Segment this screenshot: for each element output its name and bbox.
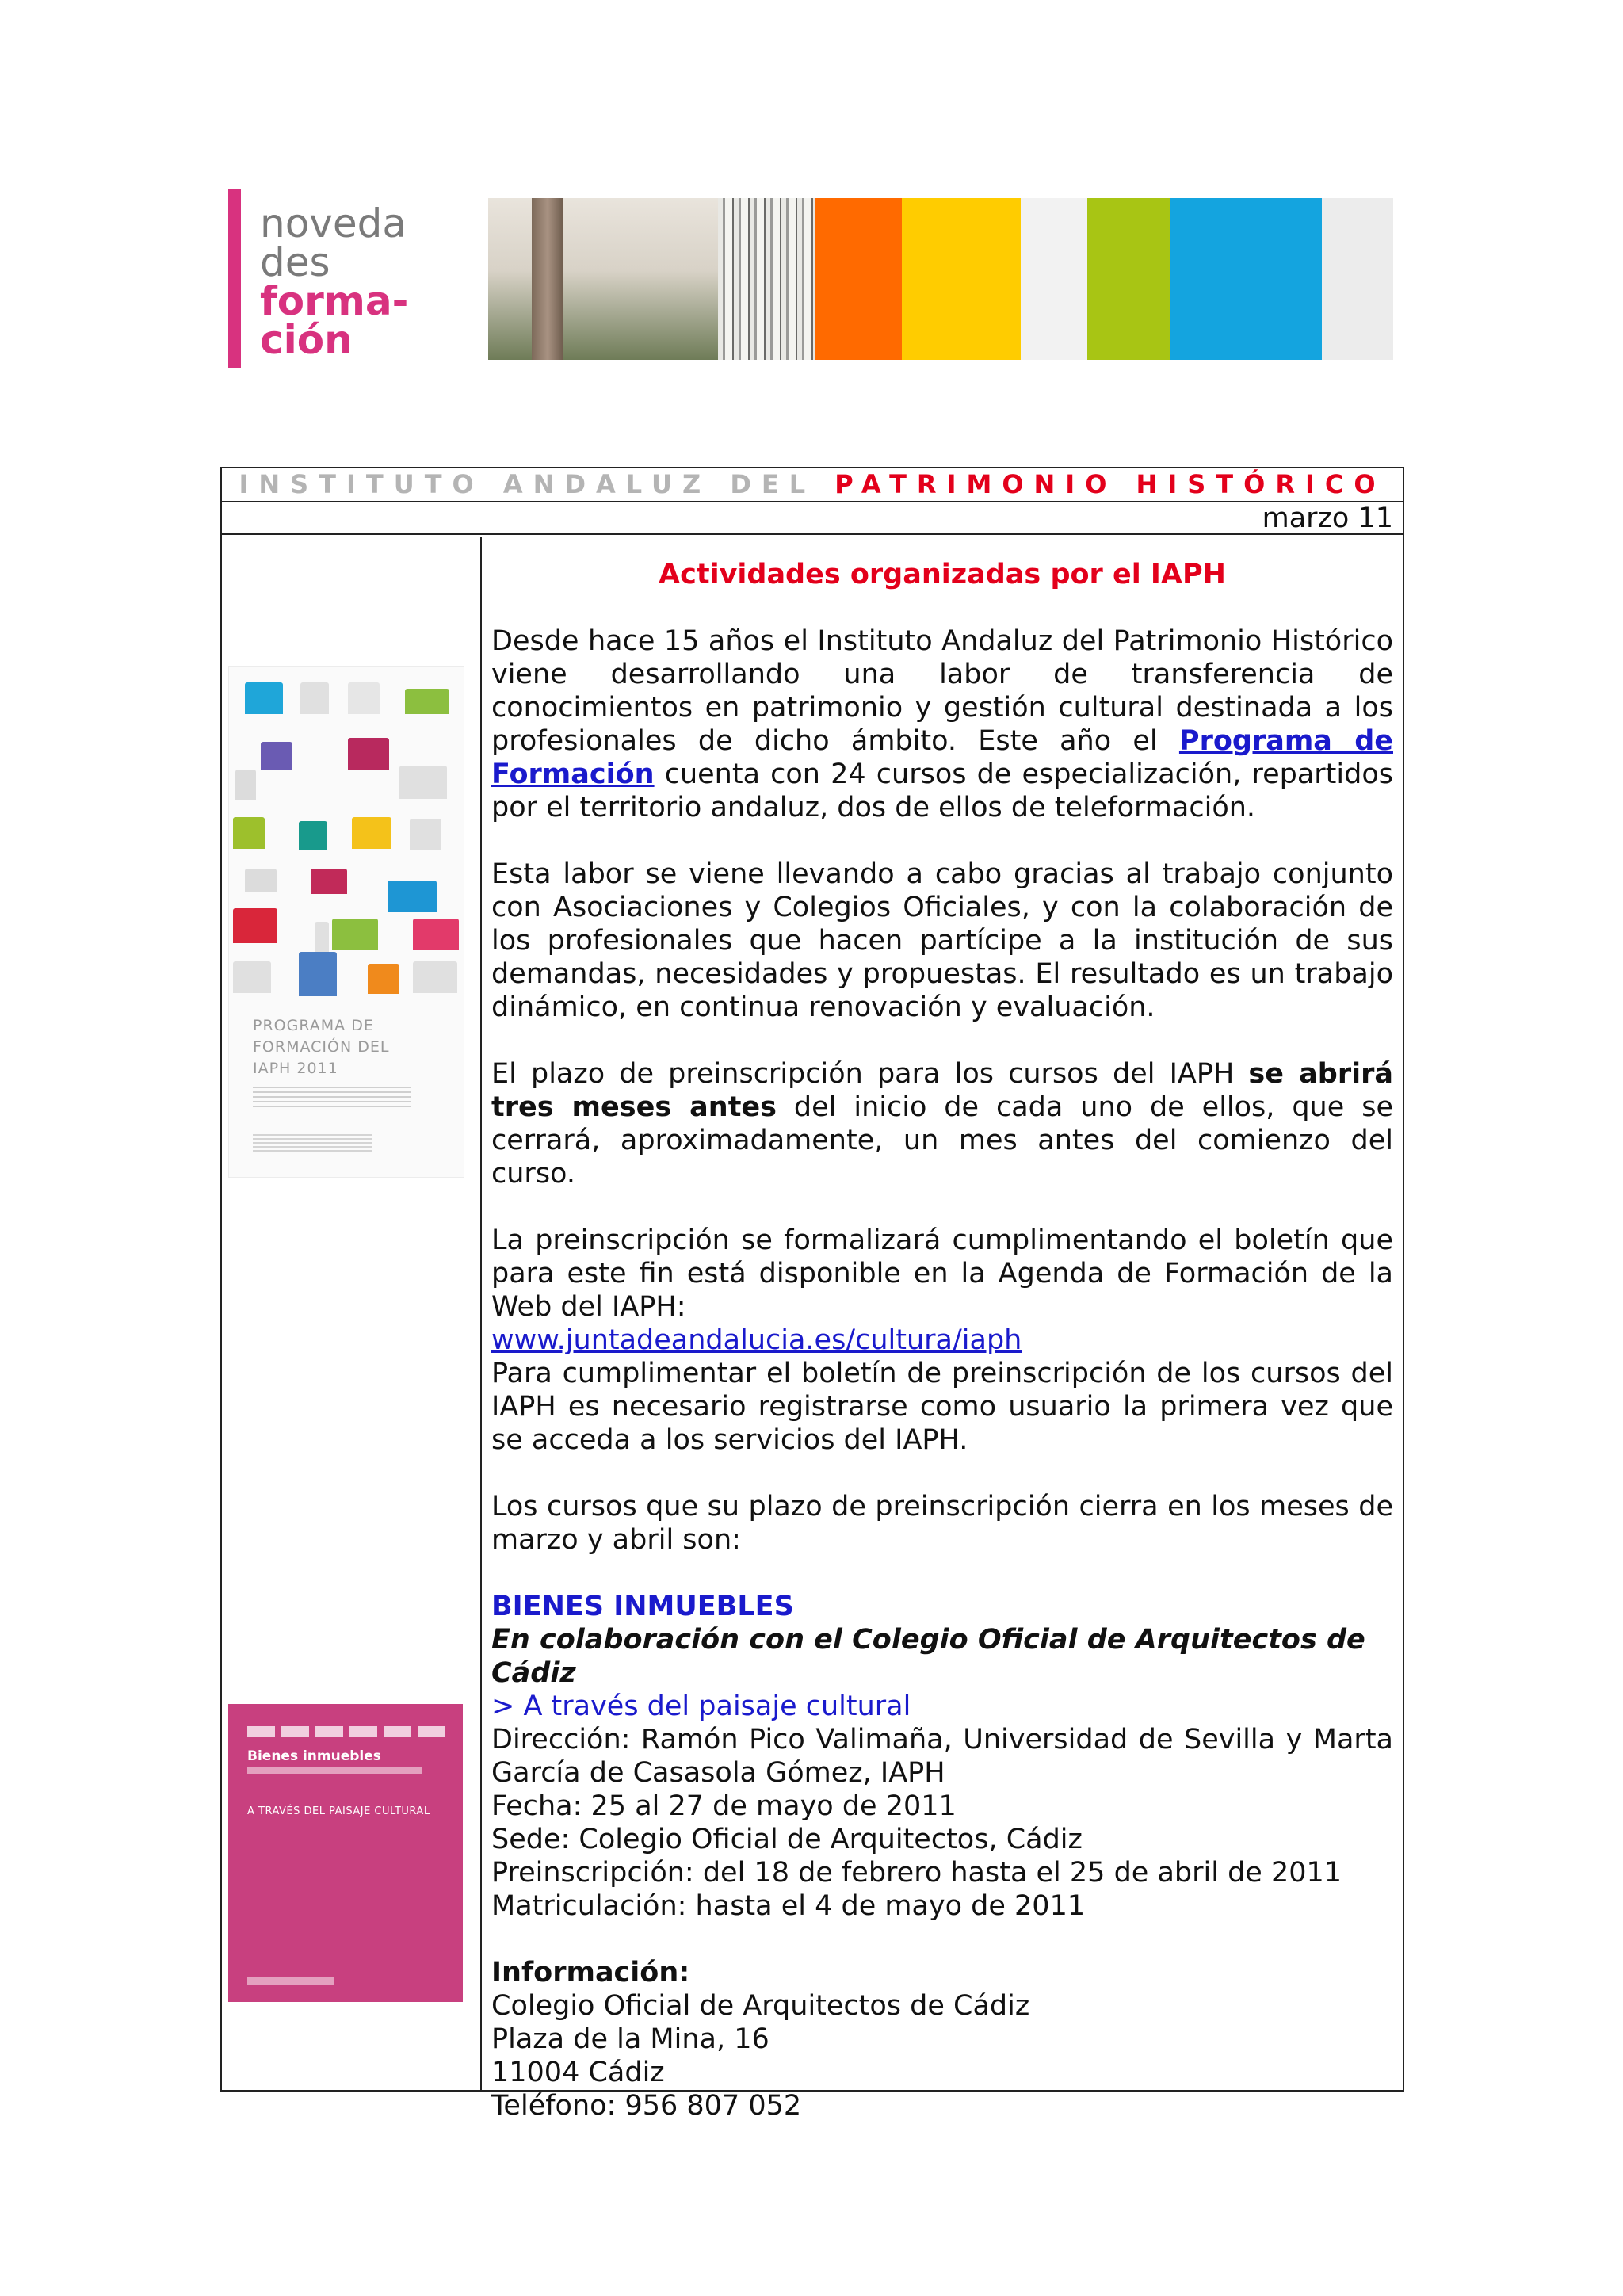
building-icon — [413, 919, 459, 950]
building-icon — [388, 881, 437, 912]
building-icon — [311, 869, 347, 894]
bienes-inmuebles-cover — [228, 1704, 463, 2002]
bienes-inmuebles-cover-title: Bienes inmuebles — [247, 1748, 381, 1764]
building-icon — [261, 742, 292, 770]
url-line — [491, 1324, 1393, 1357]
building-icon — [233, 908, 277, 943]
cover-footer-logo — [247, 1977, 334, 1985]
building-icon — [348, 682, 380, 714]
building-icon — [245, 869, 277, 892]
info-city: 11004 Cádiz — [491, 2057, 665, 2088]
header-photo-strip — [488, 198, 1393, 360]
header-banner — [228, 189, 1393, 368]
iaph-url-link[interactable]: www.juntadeandalucia.es/cultura/iaph — [491, 1324, 1022, 1356]
courses-intro-paragraph: Los cursos que su plazo de preinscripción cierra en los meses de marzo y abril son: — [491, 1491, 1393, 1556]
building-icon — [235, 770, 256, 800]
cover-subtitle-lines — [253, 1087, 411, 1107]
bienes-inmuebles-cover-caption: A TRAVÉS DEL PAISAJE CULTURAL — [247, 1805, 430, 1817]
programa-formacion-cover-title: PROGRAMA DE FORMACIÓN DEL IAPH 2011 — [253, 1017, 390, 1077]
building-icon — [405, 689, 449, 714]
info-label: Información: — [491, 1957, 690, 1988]
course-title: > A través del paisaje cultural — [491, 1690, 911, 1722]
building-icon — [413, 961, 457, 993]
info-address: Plaza de la Mina, 16 — [491, 2023, 769, 2055]
collaboration-line: En colaboración con el Colegio Oficial de Arquitectos de Cádiz — [491, 1624, 1365, 1689]
cover-subtitle-line — [247, 1767, 422, 1774]
building-icon — [245, 682, 283, 714]
course-enrollment: Matriculación: hasta el 4 de mayo de 2011 — [491, 1890, 1086, 1922]
building-icon — [410, 819, 441, 850]
orange-block — [815, 198, 902, 360]
cover-footer-logo — [253, 1134, 372, 1152]
building-icon — [368, 964, 399, 994]
info-organization: Colegio Oficial de Arquitectos de Cádiz — [491, 1990, 1030, 2022]
building-icon — [299, 952, 337, 996]
course-preinscription: Preinscripción: del 18 de febrero hasta el 25 de abril de 2011 — [491, 1857, 1342, 1889]
building-icon — [399, 766, 447, 799]
building-icon — [299, 821, 327, 850]
building-icon — [315, 922, 329, 953]
chimney-photo — [488, 198, 718, 360]
building-icon — [233, 961, 271, 993]
building-icon — [352, 817, 391, 849]
course-venue: Sede: Colegio Oficial de Arquitectos, Cádiz — [491, 1824, 1083, 1855]
programa-formacion-cover — [228, 666, 464, 1178]
info-phone: Teléfono: 956 807 052 — [491, 2090, 802, 2122]
intro-paragraph: Desde hace 15 años el Instituto Andaluz del Patrimonio Histórico viene desarrollando una labor de transferencia de conocimientos en patrimonio y gestión cultural destinada a los profesionales de dicho ámbito. Este año el Programa de Formación cuenta con 24 cursos de especialización, repartidos por el territorio andaluz, dos de ellos de teleformación. — [491, 625, 1393, 823]
light-block — [1322, 198, 1393, 360]
institute-title-row — [222, 468, 1403, 502]
building-icon — [332, 919, 378, 950]
novedades-formacion-logo: noveda des forma- ción — [260, 201, 409, 363]
yellow-block — [902, 198, 1021, 360]
content-column — [482, 537, 1403, 2122]
building-icon — [233, 817, 265, 849]
institute-title-red: PATRIMONIO HISTÓRICO — [834, 469, 1386, 499]
issue-date: marzo 11 — [222, 502, 1403, 535]
building-icon — [300, 682, 329, 714]
form-paragraph: La preinscripción se formalizará cumplimentando el boletín que para este fin está disponible en la Agenda de Formación de la Web del IAPH: — [491, 1224, 1393, 1323]
programa-formacion-link[interactable]: Programa de Formación — [491, 725, 1393, 790]
institute-title-grey: INSTITUTO ANDALUZ DEL — [239, 469, 816, 499]
preinscription-paragraph: El plazo de preinscripción para los cursos del IAPH se abrirá tres meses antes del inicio de cada uno de ellos, que se cerrará, aproximadamente, un mes antes del comienzo del curso. — [491, 1058, 1393, 1190]
collaboration-paragraph: Esta labor se viene llevando a cabo gracias al trabajo conjunto con Asociaciones y Colegios Oficiales, y con la colaboración de los profesionales que hacen partícipe a la institución de sus demandas, necesidades y propuestas. El resultado es un trabajo dinámico, en continua renovación y evaluación. — [491, 858, 1393, 1023]
cover-icon-row — [247, 1721, 445, 1737]
books-photo — [718, 198, 815, 360]
registration-paragraph: Para cumplimentar el boletín de preinscripción de los cursos del IAPH es necesario registrarse como usuario la primera vez que se acceda a los servicios del IAPH. — [491, 1358, 1393, 1456]
logo-accent-bar — [228, 189, 241, 368]
course-date: Fecha: 25 al 27 de mayo de 2011 — [491, 1790, 957, 1822]
cyan-block — [1170, 198, 1322, 360]
bienes-inmuebles-heading: BIENES INMUEBLES — [491, 1591, 794, 1622]
building-icon — [348, 738, 389, 770]
course-direction: Dirección: Ramón Pico Valimaña, Universidad de Sevilla y Marta García de Casasola Gómez, IAPH — [491, 1724, 1393, 1789]
green-block — [1087, 198, 1170, 360]
section-heading: Actividades organizadas por el IAPH — [659, 559, 1226, 590]
white-block — [1021, 198, 1087, 360]
